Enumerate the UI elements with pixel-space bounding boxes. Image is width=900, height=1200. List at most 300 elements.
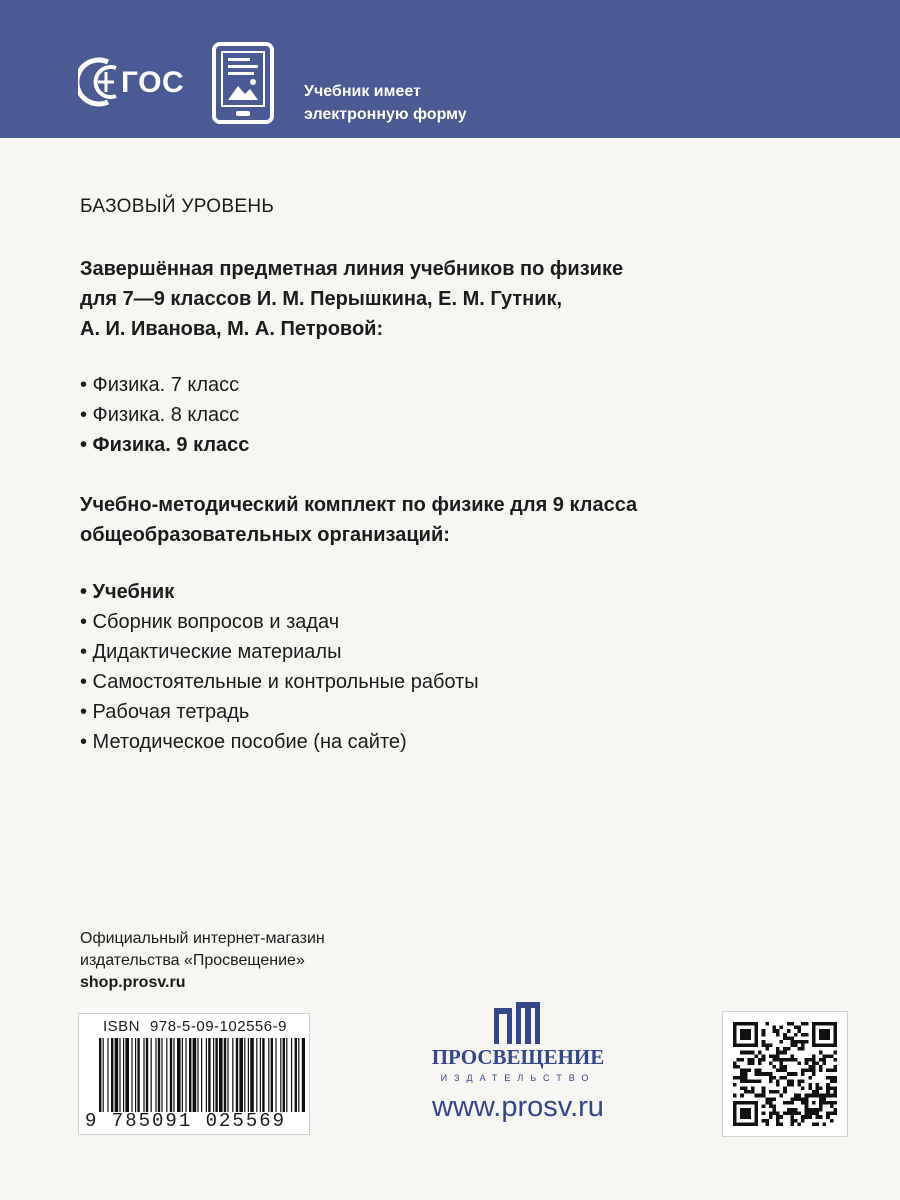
qr-module [751, 1058, 755, 1062]
qr-module [780, 1058, 784, 1062]
qr-module [823, 1061, 827, 1065]
qr-module [798, 1112, 802, 1116]
qr-module [805, 1040, 809, 1044]
qr-module [826, 1094, 830, 1098]
qr-module [833, 1108, 837, 1112]
qr-module [790, 1115, 794, 1119]
qr-module [783, 1065, 787, 1069]
qr-module [787, 1072, 791, 1076]
barcode-bar [123, 1038, 124, 1112]
qr-module [805, 1061, 809, 1065]
qr-module [790, 1022, 794, 1026]
barcode-bar [170, 1038, 172, 1112]
barcode-bar [213, 1038, 214, 1112]
qr-module [798, 1040, 802, 1044]
qr-module [823, 1097, 827, 1101]
qr-module [798, 1079, 802, 1083]
qr-module [744, 1090, 748, 1094]
qr-code [722, 1011, 848, 1137]
qr-module [762, 1033, 766, 1037]
qr-module [740, 1029, 751, 1040]
qr-module [744, 1069, 748, 1073]
qr-module [833, 1112, 837, 1116]
barcode-bar [135, 1038, 136, 1112]
qr-module [826, 1101, 830, 1105]
barcode-bar [99, 1038, 101, 1112]
barcode-bar [302, 1038, 305, 1112]
qr-module [815, 1115, 819, 1119]
qr-module [805, 1033, 809, 1037]
qr-module [826, 1090, 830, 1094]
qr-module [744, 1079, 748, 1083]
isbn-text [103, 1018, 287, 1035]
barcode-bar [256, 1038, 257, 1112]
barcode-bar [189, 1038, 191, 1112]
qr-module [765, 1122, 769, 1126]
qr-module [787, 1047, 791, 1051]
fgos-label: ГОС [121, 66, 185, 99]
qr-module [819, 1069, 823, 1073]
qr-module [765, 1101, 769, 1105]
barcode-bar [219, 1038, 223, 1112]
qr-module [830, 1101, 834, 1105]
publisher-logo-icon [492, 1000, 542, 1046]
qr-module [819, 1087, 823, 1091]
qr-module [783, 1033, 787, 1037]
qr-module [808, 1065, 812, 1069]
qr-module [823, 1058, 827, 1062]
barcode-bar [248, 1038, 249, 1112]
qr-module [740, 1051, 744, 1055]
qr-module [783, 1051, 787, 1055]
qr-module [783, 1087, 787, 1091]
qr-module [815, 1083, 819, 1087]
qr-module [790, 1036, 794, 1040]
list-item: • Методическое пособие (на сайте) [80, 731, 407, 753]
qr-module [776, 1069, 780, 1073]
qr-module [812, 1101, 816, 1105]
eform-line1: Учебник имеет [304, 83, 421, 100]
qr-module [819, 1029, 830, 1040]
list-item: • Физика. 9 класс [80, 434, 250, 456]
qr-module [794, 1033, 798, 1037]
qr-module [772, 1065, 776, 1069]
qr-module [747, 1069, 751, 1073]
qr-module [762, 1094, 766, 1098]
barcode-bar [166, 1038, 167, 1112]
qr-module [812, 1122, 816, 1126]
line-heading-1: Завершённая предметная линия учебников по физике [80, 258, 624, 280]
barcode-bar [173, 1038, 174, 1112]
qr-module [830, 1112, 834, 1116]
qr-module [762, 1044, 766, 1048]
qr-module [762, 1112, 766, 1116]
qr-module [801, 1115, 805, 1119]
qr-module [783, 1090, 787, 1094]
qr-module [830, 1087, 834, 1091]
qr-code-icon [733, 1022, 837, 1126]
kit-heading-1: Учебно-методический комплект по физике для 9 класса [80, 494, 638, 516]
barcode-bar [158, 1038, 160, 1112]
qr-module [805, 1058, 809, 1062]
qr-module [765, 1044, 769, 1048]
qr-module [801, 1047, 805, 1051]
publisher-name: ПРОСВЕЩЕНИЕ [431, 1045, 605, 1069]
qr-module [833, 1069, 837, 1073]
barcode-bar [185, 1038, 186, 1112]
barcode-bar [151, 1038, 152, 1112]
qr-module [747, 1051, 751, 1055]
qr-module [805, 1069, 809, 1073]
qr-module [812, 1069, 816, 1073]
qr-module [737, 1065, 741, 1069]
barcode-bar [236, 1038, 238, 1112]
qr-module [815, 1087, 819, 1091]
qr-module [769, 1044, 773, 1048]
qr-module [794, 1108, 798, 1112]
qr-module [769, 1061, 773, 1065]
qr-module [744, 1087, 748, 1091]
qr-module [769, 1079, 773, 1083]
qr-module [776, 1083, 780, 1087]
qr-module [783, 1047, 787, 1051]
qr-module [830, 1119, 834, 1123]
qr-module [772, 1104, 776, 1108]
qr-module [765, 1119, 769, 1123]
qr-module [833, 1087, 837, 1091]
qr-module [769, 1090, 773, 1094]
qr-module [733, 1083, 737, 1087]
barcode-bar [111, 1038, 113, 1112]
qr-module [830, 1104, 834, 1108]
qr-module [737, 1058, 741, 1062]
qr-module [744, 1072, 748, 1076]
qr-module [780, 1115, 784, 1119]
qr-module [826, 1069, 830, 1073]
qr-module [787, 1029, 791, 1033]
barcode-bar [197, 1038, 198, 1112]
barcode-bar [182, 1038, 183, 1112]
qr-module [823, 1094, 827, 1098]
qr-module [769, 1097, 773, 1101]
qr-module [801, 1040, 805, 1044]
qr-module [740, 1058, 744, 1062]
barcode-bar [291, 1038, 292, 1112]
level-label: БАЗОВЫЙ УРОВЕНЬ [80, 196, 275, 217]
qr-module [776, 1119, 780, 1123]
barcode-bar [125, 1038, 129, 1112]
kit-heading-2: общеобразовательных организаций: [80, 524, 450, 546]
qr-module [826, 1083, 830, 1087]
qr-module [812, 1061, 816, 1065]
qr-module [790, 1079, 794, 1083]
qr-module [801, 1033, 805, 1037]
qr-module [801, 1119, 805, 1123]
barcode-bar [119, 1038, 120, 1112]
list-item: • Учебник [80, 581, 175, 603]
isbn-barcode [78, 1013, 310, 1135]
qr-module [755, 1079, 759, 1083]
qr-module [776, 1029, 780, 1033]
qr-module [740, 1094, 744, 1098]
barcode-bar [107, 1038, 108, 1112]
isbn-number: 978-5-09-102556-9 [150, 1018, 287, 1035]
qr-module [780, 1061, 784, 1065]
qr-module [751, 1051, 755, 1055]
qr-module [769, 1101, 773, 1105]
qr-module [830, 1079, 834, 1083]
line-heading-3: А. И. Иванова, М. А. Петровой: [80, 318, 384, 340]
tablet-icon [212, 42, 274, 124]
qr-module [794, 1040, 798, 1044]
qr-module [783, 1112, 787, 1116]
qr-module [758, 1094, 762, 1098]
qr-module [798, 1026, 802, 1030]
qr-module [801, 1087, 805, 1091]
qr-module [798, 1122, 802, 1126]
qr-module [790, 1101, 794, 1105]
barcode-bar [283, 1038, 285, 1112]
qr-module [769, 1115, 773, 1119]
qr-module [747, 1079, 751, 1083]
qr-module [830, 1054, 834, 1058]
qr-module [833, 1058, 837, 1062]
barcode-bar [260, 1038, 261, 1112]
qr-module [747, 1090, 751, 1094]
publisher-subtitle: ИЗДАТЕЛЬСТВО [440, 1073, 596, 1083]
qr-module [794, 1119, 798, 1123]
qr-module [819, 1058, 823, 1062]
qr-module [772, 1026, 776, 1030]
qr-module [769, 1112, 773, 1116]
barcode-bars [99, 1038, 305, 1112]
barcode-bar [280, 1038, 281, 1112]
qr-module [776, 1033, 780, 1037]
qr-module [801, 1072, 805, 1076]
qr-module [769, 1054, 773, 1058]
barcode-bar [103, 1038, 104, 1112]
qr-module [751, 1090, 755, 1094]
qr-module [772, 1058, 776, 1062]
qr-module [801, 1101, 805, 1105]
qr-module [801, 1044, 805, 1048]
qr-module [787, 1108, 791, 1112]
qr-module [808, 1083, 812, 1087]
qr-module [780, 1051, 784, 1055]
qr-module [772, 1112, 776, 1116]
qr-module [780, 1040, 784, 1044]
qr-module [740, 1076, 744, 1080]
qr-module [794, 1094, 798, 1098]
qr-module [794, 1026, 798, 1030]
barcode-bar [232, 1038, 233, 1112]
qr-module [833, 1094, 837, 1098]
qr-module [783, 1069, 787, 1073]
barcode-bar [275, 1038, 276, 1112]
qr-module [830, 1069, 834, 1073]
isbn-label: ISBN [103, 1018, 141, 1035]
qr-module [787, 1022, 791, 1026]
qr-module [823, 1054, 827, 1058]
qr-module [783, 1058, 787, 1062]
qr-module [762, 1119, 766, 1123]
qr-module [790, 1044, 794, 1048]
qr-module [819, 1051, 823, 1055]
line-heading [80, 254, 840, 344]
qr-module [772, 1097, 776, 1101]
barcode-bar [215, 1038, 217, 1112]
qr-module [808, 1115, 812, 1119]
qr-module [783, 1076, 787, 1080]
qr-module [794, 1112, 798, 1116]
qr-module [772, 1090, 776, 1094]
qr-module [780, 1122, 784, 1126]
qr-module [762, 1087, 766, 1091]
qr-module [798, 1097, 802, 1101]
qr-module [815, 1061, 819, 1065]
qr-module [826, 1115, 830, 1119]
barcode-bar [146, 1038, 148, 1112]
qr-module [787, 1083, 791, 1087]
qr-module [755, 1072, 759, 1076]
qr-module [790, 1054, 794, 1058]
shop-line2: издательства «Просвещение» [80, 952, 305, 969]
qr-module [801, 1069, 805, 1073]
list-item: • Дидактические материалы [80, 641, 342, 663]
shop-info [80, 928, 325, 994]
qr-module [755, 1069, 759, 1073]
qr-module [808, 1069, 812, 1073]
qr-module [783, 1036, 787, 1040]
qr-module [733, 1094, 737, 1098]
barcode-bar [250, 1038, 254, 1112]
qr-module [798, 1029, 802, 1033]
qr-module [801, 1022, 805, 1026]
qr-module [819, 1065, 823, 1069]
qr-module [830, 1094, 834, 1098]
qr-module [833, 1076, 837, 1080]
eform-line2: электронную форму [304, 106, 467, 123]
qr-module [780, 1076, 784, 1080]
header-band [0, 0, 900, 138]
barcode-bar [224, 1038, 226, 1112]
qr-module [794, 1058, 798, 1062]
qr-module [776, 1112, 780, 1116]
qr-module [758, 1069, 762, 1073]
qr-module [833, 1101, 837, 1105]
qr-module [776, 1115, 780, 1119]
qr-module [769, 1104, 773, 1108]
ean-number: 9 785091 025569 [85, 1110, 287, 1132]
qr-module [780, 1065, 784, 1069]
list-item: • Физика. 7 класс [80, 374, 240, 396]
qr-module [815, 1122, 819, 1126]
qr-module [740, 1108, 751, 1119]
qr-module [830, 1076, 834, 1080]
qr-module [772, 1029, 776, 1033]
qr-module [733, 1061, 737, 1065]
qr-module [751, 1087, 755, 1091]
qr-module [787, 1112, 791, 1116]
qr-module [758, 1072, 762, 1076]
barcode-bar [239, 1038, 243, 1112]
kit-list [80, 577, 479, 757]
qr-module [790, 1058, 794, 1062]
qr-module [815, 1090, 819, 1094]
qr-module [833, 1079, 837, 1083]
qr-module [762, 1040, 766, 1044]
qr-module [765, 1047, 769, 1051]
qr-module [733, 1065, 737, 1069]
qr-module [790, 1119, 794, 1123]
qr-module [769, 1072, 773, 1076]
qr-module [776, 1090, 780, 1094]
qr-module [812, 1054, 816, 1058]
qr-module [776, 1079, 780, 1083]
qr-module [812, 1090, 816, 1094]
barcode-bar [286, 1038, 287, 1112]
qr-module [812, 1058, 816, 1062]
qr-module [794, 1097, 798, 1101]
qr-module [826, 1076, 830, 1080]
shop-line1: Официальный интернет-магазин [80, 930, 325, 947]
barcode-bar [262, 1038, 264, 1112]
qr-module [780, 1026, 784, 1030]
book-list [80, 370, 249, 460]
qr-module [769, 1076, 773, 1080]
qr-module [780, 1094, 784, 1098]
barcode-bar [206, 1038, 207, 1112]
qr-module [765, 1072, 769, 1076]
shop-url: shop.prosv.ru [80, 974, 186, 991]
qr-module [737, 1076, 741, 1080]
qr-module [798, 1061, 802, 1065]
eform-note [304, 80, 467, 126]
qr-module [740, 1087, 744, 1091]
qr-module [751, 1079, 755, 1083]
qr-module [826, 1054, 830, 1058]
qr-module [833, 1090, 837, 1094]
qr-module [808, 1058, 812, 1062]
qr-module [823, 1101, 827, 1105]
kit-heading [80, 490, 860, 550]
qr-module [765, 1097, 769, 1101]
qr-module [740, 1069, 744, 1073]
list-item: • Сборник вопросов и задач [80, 611, 340, 633]
qr-module [744, 1051, 748, 1055]
qr-module [790, 1083, 794, 1087]
barcode-bar [295, 1038, 297, 1112]
qr-module [794, 1072, 798, 1076]
barcode-bar [227, 1038, 228, 1112]
qr-module [812, 1112, 816, 1116]
publisher-site: www.prosv.ru [432, 1091, 604, 1123]
qr-module [755, 1094, 759, 1098]
qr-module [812, 1065, 816, 1069]
qr-module [787, 1058, 791, 1062]
line-heading-2: для 7—9 классов И. М. Перышкина, Е. М. Гутник, [80, 288, 563, 310]
barcode-bar [115, 1038, 119, 1112]
qr-module [812, 1072, 816, 1076]
qr-module [772, 1108, 776, 1112]
barcode-bar [208, 1038, 210, 1112]
qr-module [787, 1079, 791, 1083]
qr-module [808, 1112, 812, 1116]
list-item: • Рабочая тетрадь [80, 701, 250, 723]
qr-module [798, 1094, 802, 1098]
qr-module [744, 1076, 748, 1080]
qr-module [805, 1022, 809, 1026]
